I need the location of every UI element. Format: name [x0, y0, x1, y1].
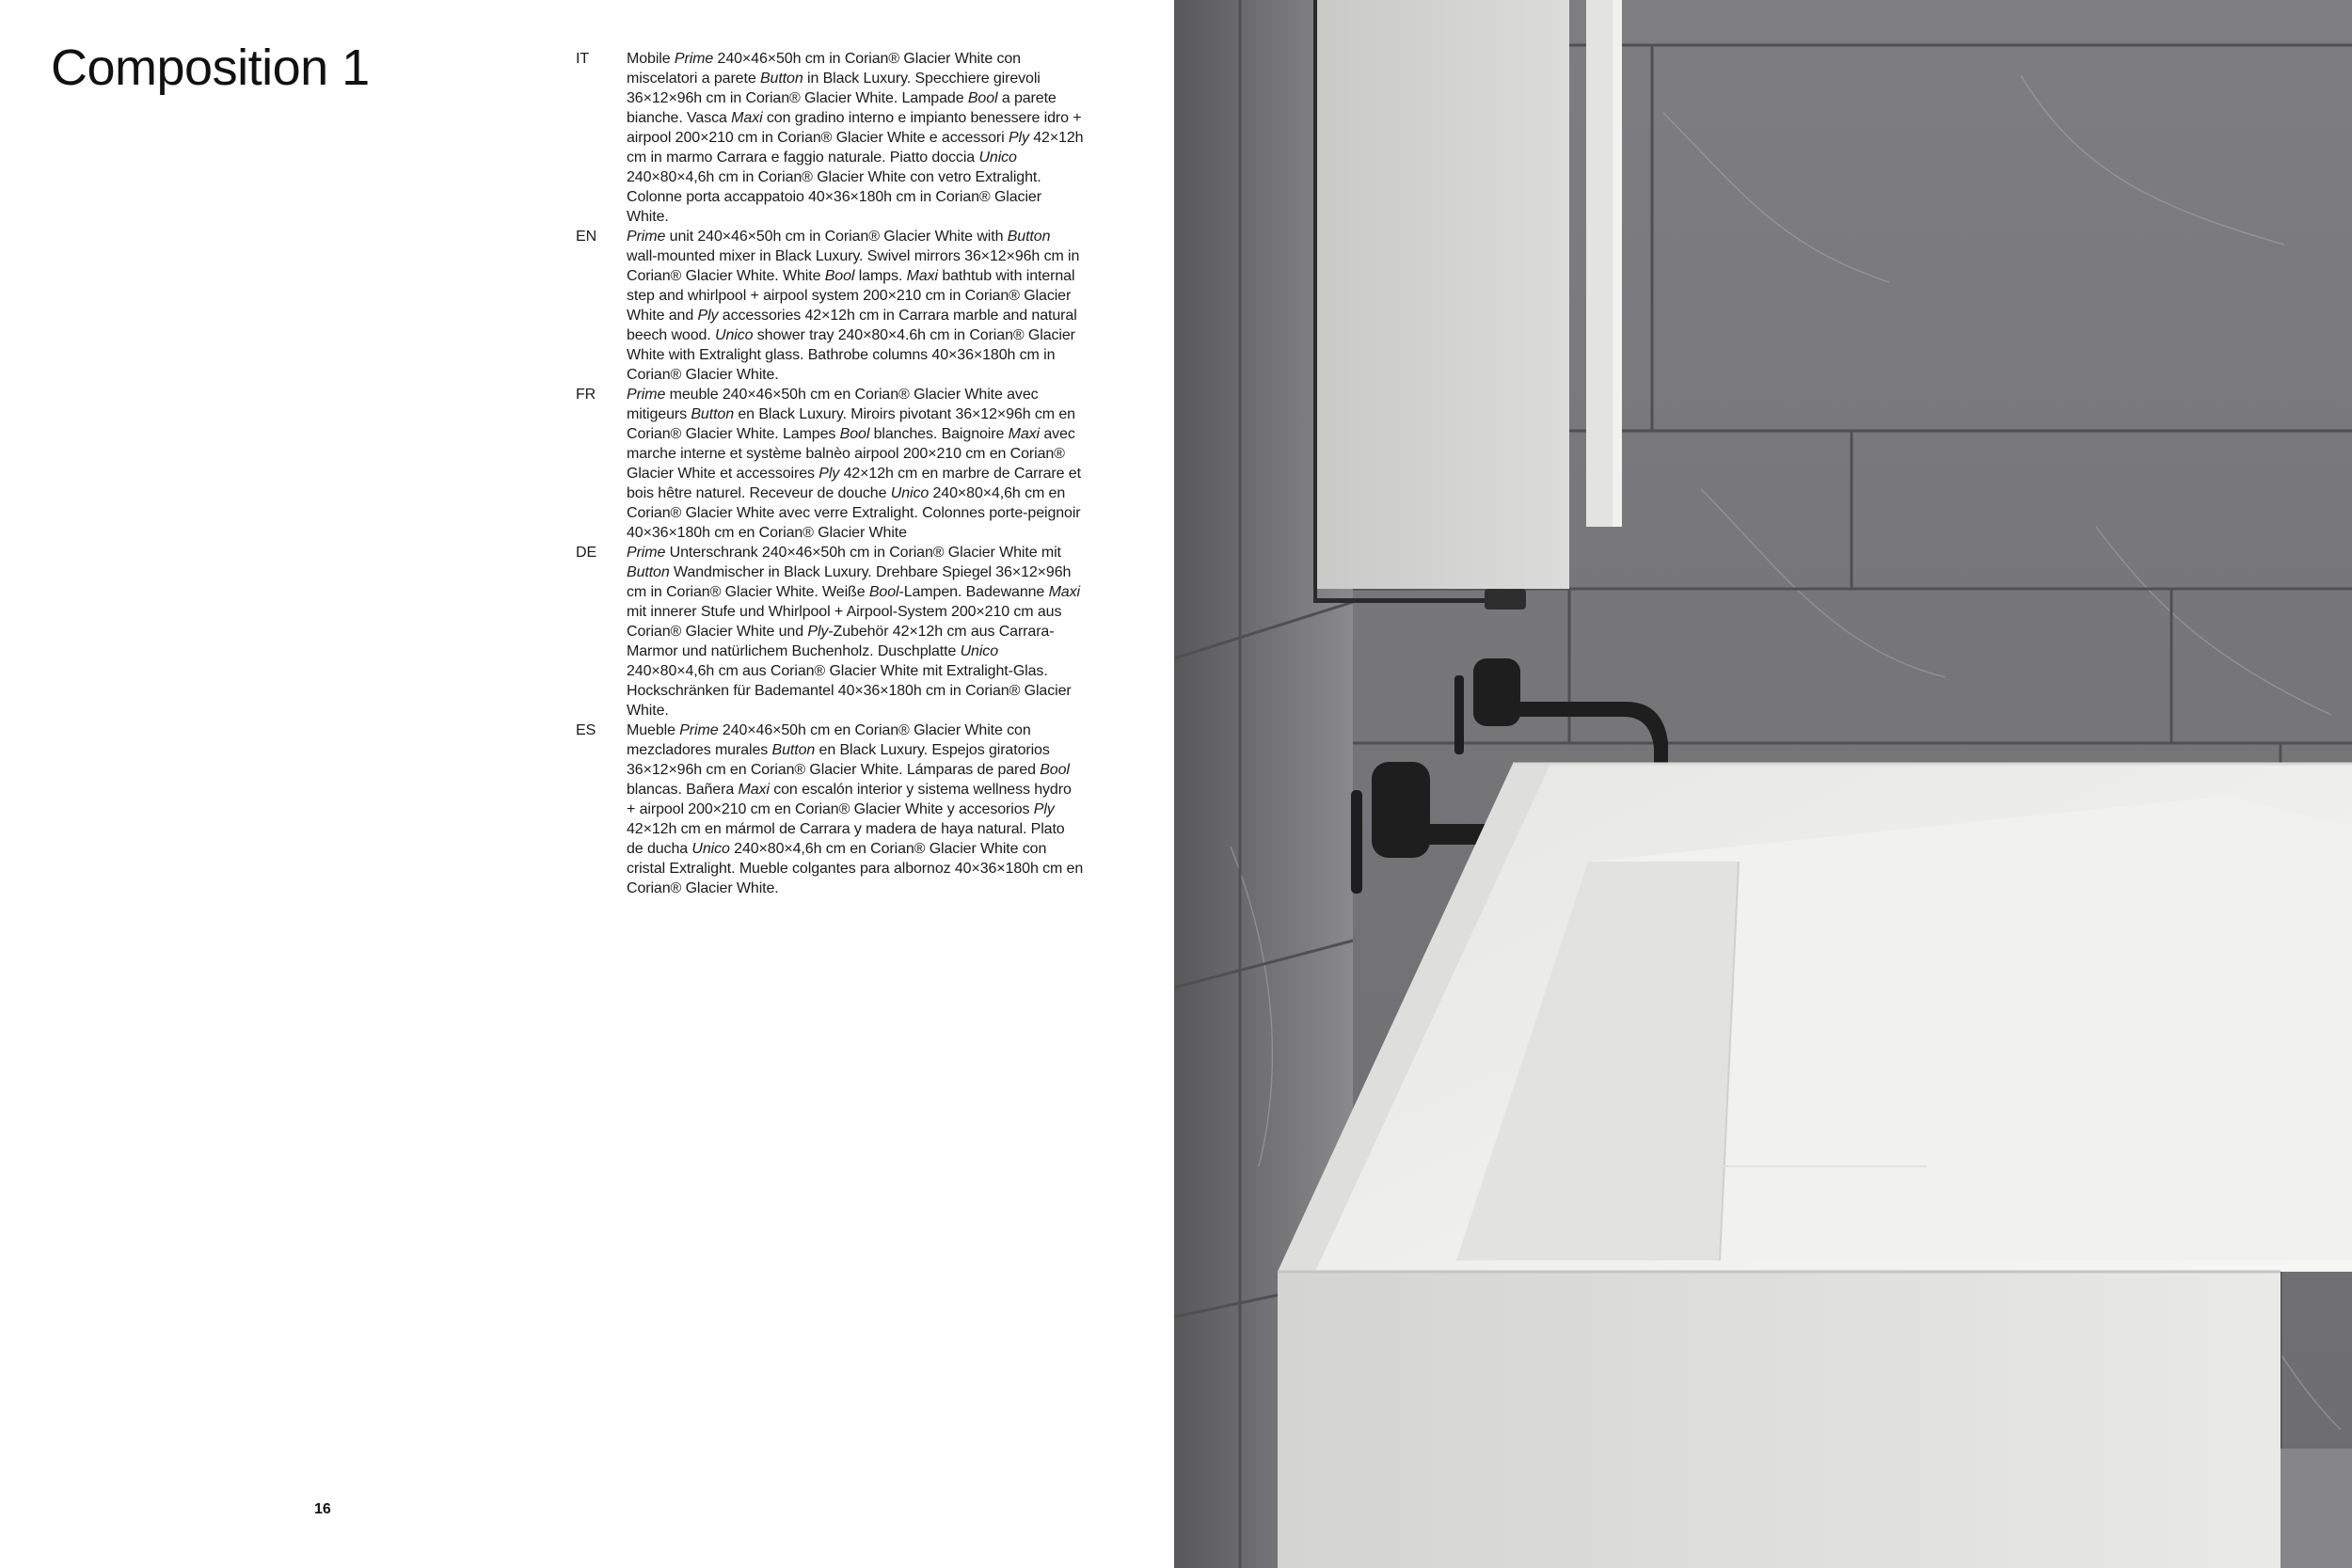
text-segment: a parete bianche. Vasca — [627, 90, 1057, 126]
text-segment: shower tray 240×80×4.6h cm in Corian® Glacier White with Extralight glass. Bathrobe columns 40×36×180h cm in Corian® Glacier White. — [627, 327, 1075, 383]
product-name: Ply — [697, 308, 719, 324]
text-segment: Wandmischer in Black Luxury. Drehbare Spiegel 36×12×96h cm in Corian® Glacier White. Weiße — [627, 564, 1072, 600]
product-name: Unico — [691, 841, 730, 857]
description-text — [627, 229, 1079, 383]
text-segment: unit 240×46×50h cm in Corian® Glacier White with — [665, 229, 1008, 245]
text-segment: 240×80×4,6h cm aus Corian® Glacier White mit Extralight-Glas. Hockschränken für Bademantel 40×36×180h cm in Corian® Glacier White. — [627, 663, 1072, 719]
description-text — [627, 545, 1080, 719]
text-segment: 240×46×50h cm en Corian® Glacier White con mezcladores murales — [627, 722, 1031, 758]
product-name: Ply — [818, 466, 840, 482]
product-name: Bool — [868, 584, 899, 600]
language-code: ES — [576, 722, 596, 738]
product-name: Maxi — [738, 782, 770, 798]
product-name: Ply — [1033, 801, 1055, 817]
text-segment: blanches. Baignoire — [869, 426, 1009, 442]
product-name: Bool — [824, 268, 855, 284]
language-code: DE — [576, 545, 597, 561]
product-name: Button — [1007, 229, 1051, 245]
text-segment: -Lampen. Badewanne — [898, 584, 1049, 600]
product-descriptions — [576, 49, 1084, 898]
text-segment: 42×12h cm en marbre de Carrare et bois hêtre naturel. Receveur de douche — [627, 466, 1081, 501]
text-segment: con gradino interno e impianto benessere idro + airpool 200×210 cm in Corian® Glacier White e accessori — [627, 110, 1082, 146]
text-segment: -Zubehör 42×12h cm aus Carrara-Marmor und natürlichem Buchenholz. Duschplatte — [627, 624, 1055, 659]
language-code: FR — [576, 387, 596, 403]
product-name: Ply — [1008, 130, 1029, 146]
text-segment: 240×80×4,6h cm in Corian® Glacier White con vetro Extralight. Colonne porta accappatoio 40×36×180h cm in Corian® Glacier White. — [627, 169, 1041, 225]
text-segment: meuble 240×46×50h cm en Corian® Glacier White avec mitigeurs — [627, 387, 1039, 422]
product-photo — [1174, 0, 2352, 1568]
product-name: Bool — [1040, 762, 1070, 778]
text-segment: 42×12h cm in marmo Carrara e faggio naturale. Piatto doccia — [627, 130, 1084, 166]
product-name: Maxi — [906, 268, 938, 284]
text-segment: blancas. Bañera — [627, 782, 739, 798]
text-segment: mit innerer Stufe und Whirlpool + Airpool-System 200×210 cm aus Corian® Glacier White und — [627, 604, 1062, 640]
product-name: Prime — [674, 51, 714, 67]
product-name: Unico — [960, 643, 999, 659]
text-segment: in Black Luxury. Specchiere girevoli 36×12×96h cm in Corian® Glacier White. Lampade — [627, 71, 1041, 106]
left-page — [0, 0, 1174, 1568]
product-name: Bool — [967, 90, 998, 106]
text-segment: Mobile — [627, 51, 675, 67]
text-segment: Unterschrank 240×46×50h cm in Corian® Glacier White mit — [665, 545, 1061, 561]
text-segment: 240×80×4,6h cm en Corian® Glacier White avec verre Extralight. Colonnes porte-peignoir 40×36×180h cm en Corian® Glacier White — [627, 485, 1081, 541]
mirror-cabinet — [1315, 0, 1569, 589]
product-name: Unico — [714, 327, 754, 343]
text-segment: en Black Luxury. Miroirs pivotant 36×12×96h cm en Corian® Glacier White. Lampes — [627, 406, 1075, 442]
product-name: Button — [771, 742, 816, 758]
product-name: Prime — [627, 545, 666, 561]
product-name: Prime — [627, 229, 666, 245]
description-text — [627, 722, 1083, 896]
description-text — [627, 51, 1083, 225]
product-name: Maxi — [1008, 426, 1041, 442]
product-name: Prime — [679, 722, 719, 738]
text-segment: con escalón interior y sistema wellness hydro + airpool 200×210 cm en Corian® Glacier White y accesorios — [627, 782, 1072, 817]
product-name: Maxi — [1048, 584, 1080, 600]
text-segment: Mueble — [627, 722, 680, 738]
description-fr — [576, 385, 1084, 543]
product-name: Unico — [890, 485, 930, 501]
text-segment: wall-mounted mixer in Black Luxury. Swivel mirrors 36×12×96h cm in Corian® Glacier White. White — [627, 248, 1080, 284]
text-segment: 240×46×50h cm in Corian® Glacier White con miscelatori a parete — [627, 51, 1021, 87]
text-segment: en Black Luxury. Espejos giratorios 36×12×96h cm en Corian® Glacier White. Lámparas de pared — [627, 742, 1050, 778]
text-segment: 240×80×4,6h cm en Corian® Glacier White con cristal Extralight. Mueble colgantes para albornoz 40×36×180h cm en Corian® Glacier White. — [627, 841, 1084, 896]
product-name: Prime — [627, 387, 666, 403]
page-title: Composition 1 — [51, 40, 370, 96]
description-en — [576, 227, 1084, 385]
product-name: Maxi — [731, 110, 763, 126]
product-name: Button — [759, 71, 803, 87]
product-name: Button — [627, 564, 670, 580]
product-name: Button — [691, 406, 735, 422]
text-segment: accessories 42×12h cm in Carrara marble and natural beech wood. — [627, 308, 1077, 343]
text-segment: 42×12h cm en mármol de Carrara y madera de haya natural. Plato de ducha — [627, 821, 1065, 857]
page-number: 16 — [314, 1501, 331, 1517]
text-segment: bathtub with internal step and whirlpool + airpool system 200×210 cm in Corian® Glacier White and — [627, 268, 1075, 324]
product-name: Bool — [839, 426, 870, 442]
description-it — [576, 49, 1084, 227]
description-de — [576, 543, 1084, 721]
description-es — [576, 721, 1084, 898]
description-text — [627, 387, 1081, 541]
product-name: Unico — [978, 150, 1017, 166]
product-name: Ply — [807, 624, 829, 640]
text-segment: avec marche interne et système balnèo airpool 200×210 cm en Corian® Glacier White et accessoires — [627, 426, 1075, 482]
language-code: IT — [576, 51, 590, 67]
language-code: EN — [576, 229, 597, 245]
text-segment: lamps. — [854, 268, 907, 284]
